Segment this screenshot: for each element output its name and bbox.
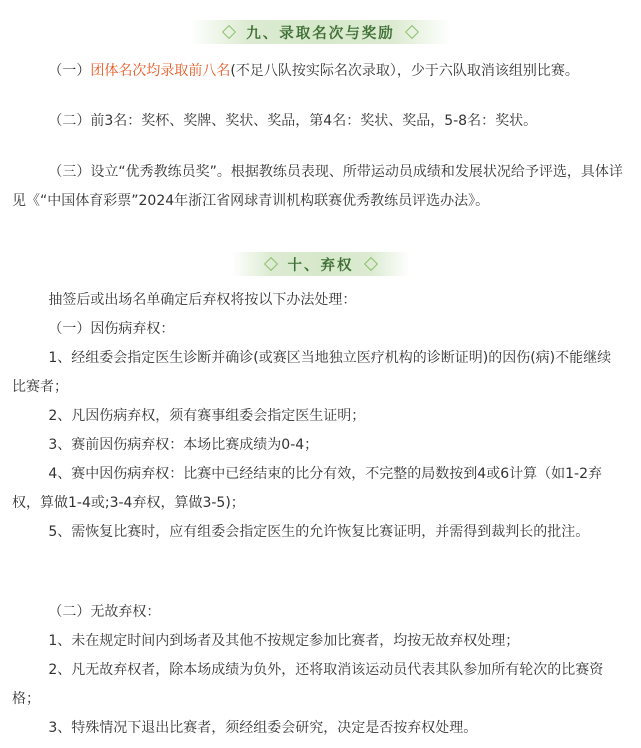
no-reason-item-2: 2、凡无故弃权者，除本场成绩为负外，还将取消该运动员代表其队参加所有轮次的比赛资格； [12, 662, 604, 707]
team-ranking-highlight: 团体名次均录取前八名 [90, 63, 231, 79]
no-reason-withdrawal-heading: （二）无故弃权： [48, 604, 161, 620]
p1-rest: (不足八队按实际名次录取），少于六队取消该组别比赛。 [230, 63, 579, 79]
no-reason-item-3: 3、特殊情况下退出比赛者，须经组委会研究，决定是否按弃权处理。 [48, 720, 478, 736]
section-header-banner [232, 252, 410, 276]
diamond-icon [363, 257, 377, 271]
p1-prefix: （一） [48, 63, 91, 79]
injury-item-5: 5、需恢复比赛时，应有组委会指定医生的允许恢复比赛证明，并需得到裁判长的批注。 [48, 524, 590, 540]
no-reason-item-1: 1、未在规定时间内到场者及其他不按规定参加比赛者，均按无故弃权处理； [48, 633, 520, 649]
section-10-header [0, 251, 641, 277]
section-9-paragraph-1 [12, 57, 624, 86]
diamond-icon [263, 257, 277, 271]
section-9-paragraph-2: （二）前3名：奖杯、奖牌、奖状、奖品，第4名：奖状、奖品，5-8名：奖状。 [48, 113, 538, 129]
injury-item-4: 4、赛中因伤病弃权：比赛中已经结束的比分有效，不完整的局数按到4或6计算（如1-2弃权，算做1-4或;3-4弃权，算做3-5)； [12, 466, 602, 511]
diamond-icon [405, 25, 419, 39]
section-9-paragraph-3: （三）设立“优秀教练员奖”。根据教练员表现、所带运动员成绩和发展状况给予评选，具体详见《“中国体育彩票”2024年浙江省网球青训机构联赛优秀教练员评选办法》。 [12, 164, 623, 209]
section-10-title: 十、弃权 [287, 257, 354, 274]
injury-item-3: 3、赛前因伤病弃权：本场比赛成绩为0-4； [48, 437, 319, 453]
section-9-title: 九、录取名次与奖励 [246, 25, 395, 42]
diamond-icon [222, 25, 236, 39]
injury-withdrawal-heading: （一）因伤病弃权： [48, 321, 175, 337]
section-header-banner [190, 20, 451, 44]
section-10-intro: 抽签后或出场名单确定后弃权将按以下办法处理： [48, 292, 357, 308]
injury-item-2: 2、凡因伤病弃权，须有赛事组委会指定医生证明； [48, 408, 366, 424]
section-9-header [0, 19, 641, 45]
injury-item-1: 1、经组委会指定医生诊断并确诊(或赛区当地独立医疗机构的诊断证明)的因伤(病)不能继续比赛者； [12, 350, 612, 395]
